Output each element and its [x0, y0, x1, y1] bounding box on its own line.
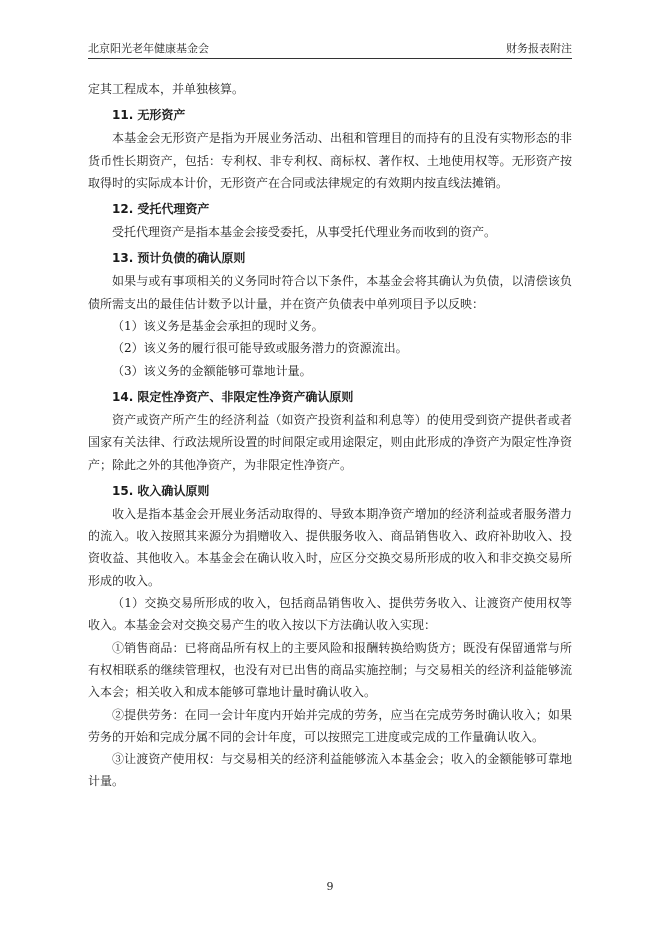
section-heading: 15. 收入确认原则 [112, 483, 210, 498]
paragraph: （3）该义务的金额能够可靠地计量。 [112, 363, 312, 378]
organization-name: 北京阳光老年健康基金会 [88, 42, 209, 55]
document-body [88, 78, 572, 793]
paragraph: （1）该义务是基金会承担的现时义务。 [112, 319, 324, 334]
paragraph: ①销售商品：已将商品所有权上的主要风险和报酬转换给购货方；既没有保留通常与所有权相联系的继续管理权，也没有对已出售的商品实施控制；与交易相关的经济利益能够流入本会；相关收入和成本能够可靠地计量时确认收入。 [88, 640, 572, 700]
section-heading: 11. 无形资产 [112, 108, 186, 123]
paragraph: 定其工程成本，并单独核算。 [88, 82, 245, 96]
paragraph: （2）该义务的履行很可能导致或服务潜力的资源流出。 [112, 341, 408, 356]
paragraph: 资产或资产所产生的经济利益（如资产投资利益和利息等）的使用受到资产提供者或者国家有关法律、行政法规所设置的时间限定或用途限定，则由此形成的净资产为限定性净资产；除此之外的其他净资产，为非限定性净资产。 [88, 412, 572, 472]
page-number: 9 [326, 880, 334, 893]
section-heading: 13. 预计负债的确认原则 [112, 251, 246, 266]
paragraph: ②提供劳务：在同一会计年度内开始并完成的劳务，应当在完成劳务时确认收入；如果劳务的开始和完成分属不同的会计年度，可以按照完工进度或完成的工作量确认收入。 [88, 707, 572, 744]
paragraph: 受托代理资产是指本基金会接受委托，从事受托代理业务而收到的资产。 [112, 225, 497, 240]
page-header [88, 38, 572, 59]
paragraph: 如果与或有事项相关的义务同时符合以下条件，本基金会将其确认为负债，以清偿该负债所需支出的最佳估计数予以计量，并在资产负债表中单列项目予以反映： [88, 274, 572, 311]
section-heading: 12. 受托代理资产 [112, 202, 210, 217]
paragraph: 收入是指本基金会开展业务活动取得的、导致本期净资产增加的经济利益或者服务潜力的流入。收入按照其来源分为捐赠收入、提供服务收入、商品销售收入、政府补助收入、投资收益、其他收入。本基金会在确认收入时，应区分交换交易所形成的收入和非交换交易所形成的收入。 [88, 506, 572, 588]
section-heading: 14. 限定性净资产、非限定性净资产确认原则 [112, 389, 354, 404]
paragraph: ③让渡资产使用权：与交易相关的经济利益能够流入本基金会；收入的金额能够可靠地计量。 [88, 752, 572, 789]
paragraph: （1）交换交易所形成的收入，包括商品销售收入、提供劳务收入、让渡资产使用权等收入。本基金会对交换交易产生的收入按以下方法确认收入实现： [88, 596, 572, 633]
paragraph: 本基金会无形资产是指为开展业务活动、出租和管理目的而持有的且没有实物形态的非货币性长期资产，包括：专利权、非专利权、商标权、著作权、土地使用权等。无形资产按取得时的实际成本计价，无形资产在合同或法律规定的有效期内按直线法摊销。 [88, 131, 572, 190]
section-title: 财务报表附注 [506, 42, 572, 55]
